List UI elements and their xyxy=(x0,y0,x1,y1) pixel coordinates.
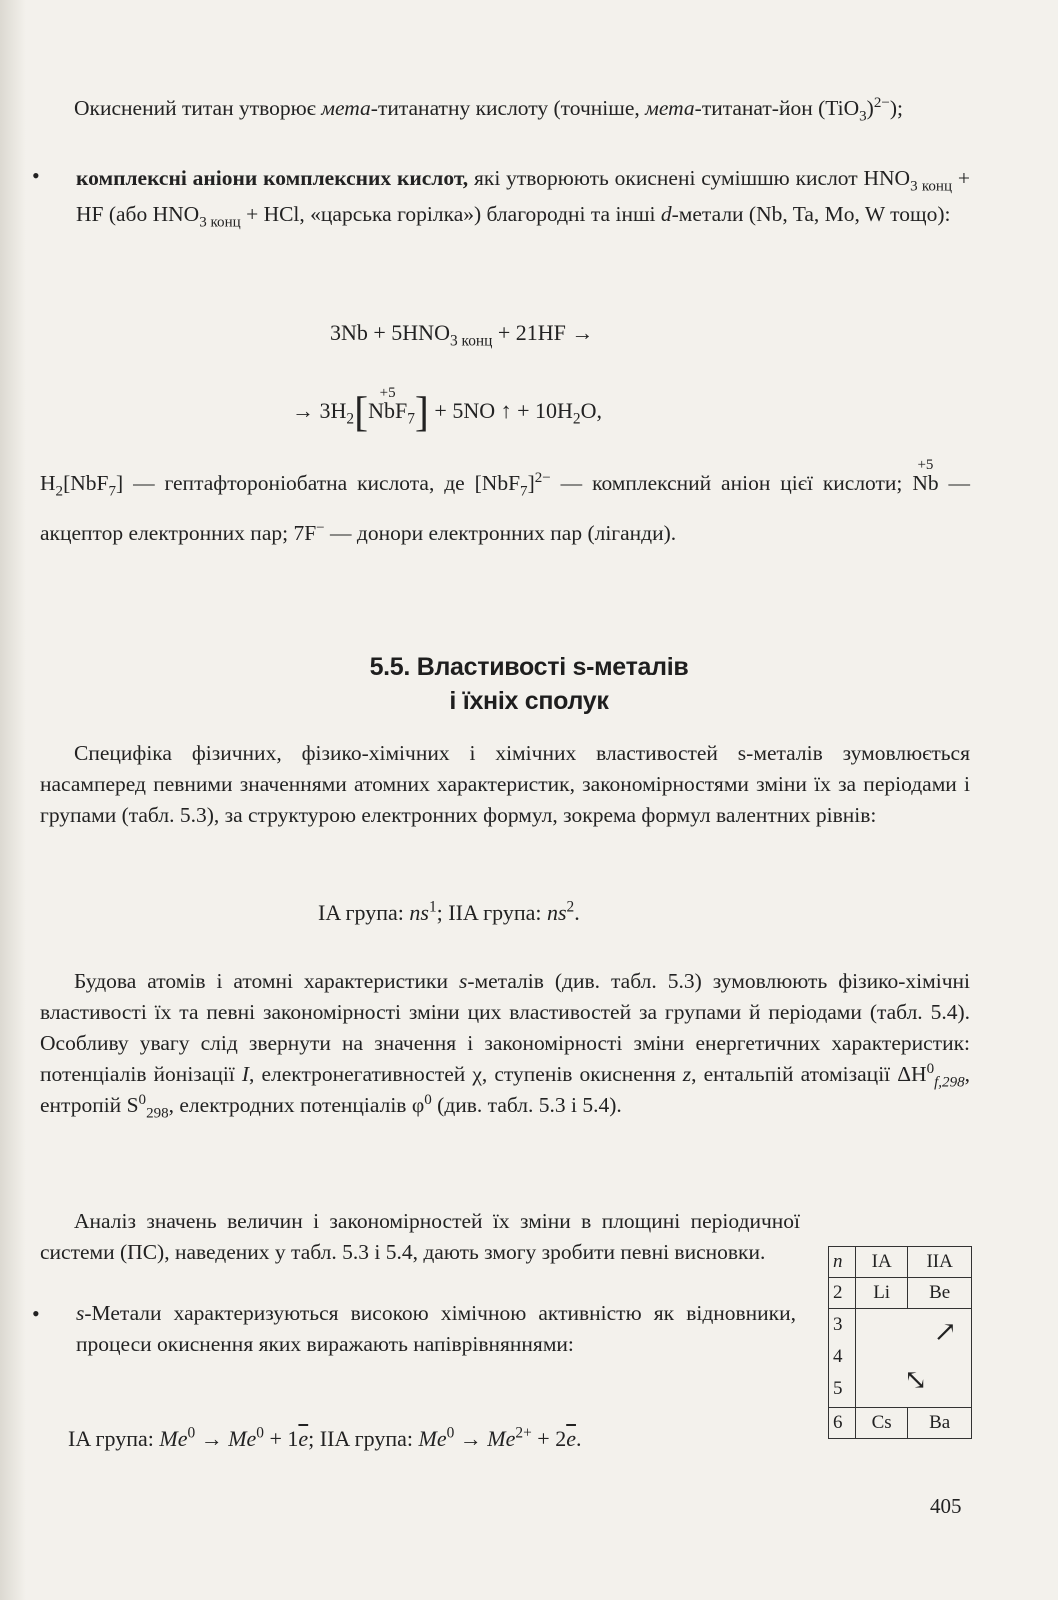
equation-nb-dissolution: $3Nb + 5HNO_{3 конц} + 21HF$ → xyxy=(330,320,594,350)
table-row: 2 Li Be xyxy=(829,1278,972,1309)
bullet-reducers: • s-Метали характеризуються високою хімічною активністю як відновники, процеси окиснення яких виражають напіврівняннями: xyxy=(32,1298,796,1360)
scan-shadow xyxy=(0,0,26,1600)
intro-paragraph: Окиснений титан утворює мета-титанатну кислоту (точніше, мета-титанат-йон $(TiO_3)^{2-}$); xyxy=(74,94,903,125)
paragraph-specifics: Специфіка фізичних, фізико-хімічних і хімічних властивостей s-металів зумовлюється насамперед певними значеннями атомних характеристик, закономірностями зміни їх за періодами і групами (табл. 5.3), за структурою електронних формул, зокрема формул валентних рівнів: xyxy=(40,741,970,827)
table-row: 6 Cs Ba xyxy=(829,1408,972,1439)
table-row: n IA IIA xyxy=(829,1247,972,1278)
arrow-up-right-icon: ↗ xyxy=(933,1317,957,1348)
periodic-trend-table: n IA IIA 2 Li Be 3 4 5 ↗ ⤡ 6 Cs Ba xyxy=(828,1246,972,1439)
equation-nb-products: → $3H_2$[ +5 NbF$_7$] + 5NO ↑ + $10H_2O$, xyxy=(292,385,602,436)
equation-valence-levels: IA група: $ns^1$; IIA група: $ns^2$. xyxy=(318,898,580,925)
paragraph-analysis: Аналіз значень величин і закономірностей їх зміни в площині періодичної системи (ПС), наведених у табл. 5.3 і 5.4, дають змогу зробити певні висновки. xyxy=(40,1209,800,1264)
bullet-icon: • xyxy=(32,1301,40,1326)
trend-arrows-cell xyxy=(856,1309,972,1408)
bullet-complex-anions: • комплексні аніони комплексних кислот, які утворюють окиснені сумішшю кислот $HNO_{3 конц}$ + HF (або $HNO_{3 конц}$ + HCl, «царська горілка») благородні та інші d-метали (Nb, Ta, Mo, W тощо): xyxy=(32,160,970,232)
section-heading: 5.5. Властивості s-металів і їхніх сполук xyxy=(369,653,689,715)
bullet-icon: • xyxy=(32,163,40,188)
paragraph-atomic-structure: Будова атомів і атомні характеристики s-металів (див. табл. 5.3) зумовлюють фізико-хімічні властивості їх та певні закономірності зміни цих властивостей за групами й періодами (табл. 5.4). Особливу увагу слід звернути на значення і закономірності зміни енергетичних характеристик: потенціалів йонізації I, електронегативностей χ, ступенів окиснення z, ентальпій атомізації $\Delta H^0_{f,298}$, ентропій $S^0_{298}$, електродних потенціалів $\varphi^0$ (див. табл. 5.3 і 5.4). xyxy=(40,969,970,1122)
page-number: 405 xyxy=(930,1494,962,1518)
arrow-diagonal-icon: ⤡ xyxy=(904,1365,928,1396)
equation-oxidation-half-reactions: IA група: $Me^0 \to Me^0 + 1\overline{e}$; IIA група: $Me^0 \to Me^{2+} + 2\overline{e}$. xyxy=(68,1424,582,1451)
paragraph-heptafluoroniobate: $H_2[NbF_7]$ — гептафтороніобатна кислота, де $[NbF_7]^{2-}$ — комплексний аніон цієї кислоти; +5 Nb — акцептор електронних пар; 7F− — донори електронних пар (ліганди). xyxy=(40,457,971,545)
